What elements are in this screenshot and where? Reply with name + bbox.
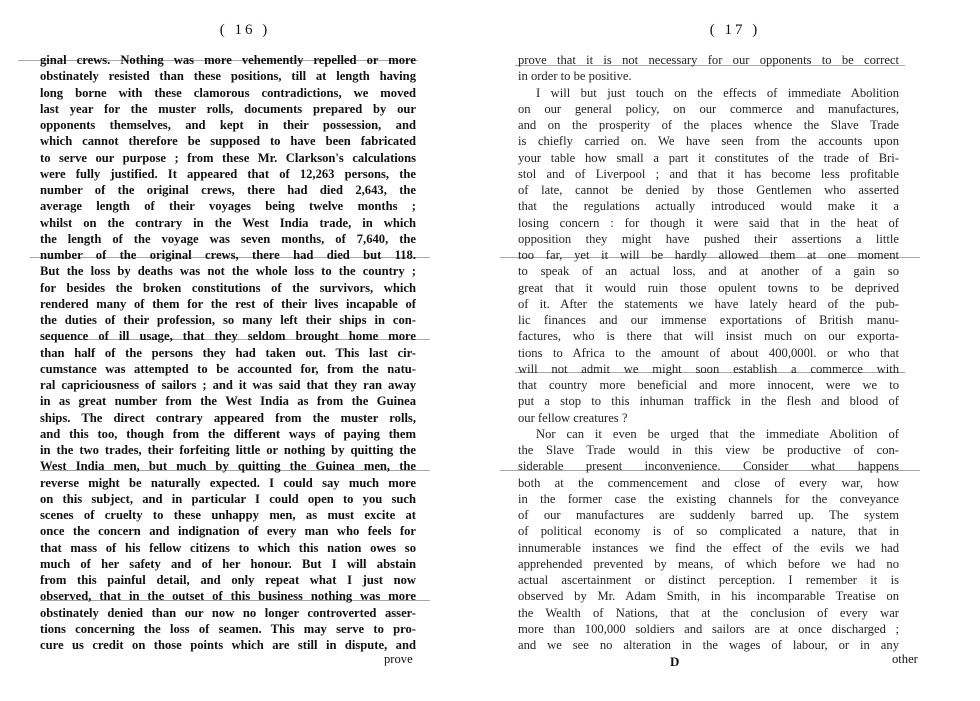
- text-line: and on the prosperity of the places whence the Slave Trade: [518, 118, 899, 132]
- text-line: observed, that in the outset of this business nothing was more: [40, 589, 416, 604]
- text-line: which cannot therefore be supposed to have been fabricated: [40, 134, 416, 149]
- text-line: is chiefly carried on. We have seen from the accounts upon: [518, 134, 899, 149]
- text-line: for besides the broken constitutions of the survivors, which: [40, 280, 416, 295]
- paper-rule: [515, 372, 905, 373]
- text-line: on our general policy, on our commerce and manufactures,: [518, 101, 899, 116]
- text-line: of late, cannot be denied by those Gentlemen who asserted: [518, 183, 899, 197]
- text-line: your table how small a part it constitutes of the trade of Bri-: [518, 150, 899, 165]
- text-line: But the loss by deaths was not the whole loss to the country ;: [40, 264, 416, 279]
- text-line: in the former case the existing channels for the conveyance: [518, 491, 899, 506]
- left-page-text: [40, 52, 416, 653]
- text-line: both at the commencement and close of every war, how: [518, 475, 899, 490]
- text-line: in the two trades, their forfeiting little or nothing by quitting the: [40, 443, 416, 457]
- text-line: too far, yet it will be hardly allowed them at one moment: [518, 248, 899, 262]
- text-line: number of the original crews, there had died 2,643, the: [40, 183, 416, 197]
- text-line: cumstance was attempted to be accounted for, from the natu-: [40, 361, 416, 376]
- catchword-right: other: [892, 652, 918, 666]
- text-line: of our manufactures are suddenly barred up. The system: [518, 508, 899, 522]
- paper-rule: [40, 470, 430, 471]
- text-line: ginal crews. Nothing was more vehemently repelled or more: [40, 53, 416, 67]
- text-line: number of the original crews, there had died but 118.: [40, 248, 416, 262]
- signature-mark: D: [670, 654, 681, 669]
- text-line: the duties of their profession, so many left their ships in con-: [40, 313, 416, 327]
- text-line: were fully justified. It appeared that of 12,263 persons, the: [40, 166, 416, 181]
- text-line: in order to be positive.: [518, 69, 632, 84]
- text-line: our fellow creatures ?: [518, 410, 628, 425]
- text-line: opponents themselves, and kept in their possession, and: [40, 118, 416, 132]
- text-line: and we see no alteration in the wages of labour, or in any: [518, 638, 899, 652]
- text-line: actual ascertainment or distinct perception. I remember it is: [518, 573, 899, 587]
- text-line: that mass of his fellow citizens to which this nation owes so: [40, 540, 416, 555]
- text-line: than half of the persons they had taken out. This last cir-: [40, 345, 416, 360]
- text-line: great that it would ruin those opulent towns to be deprived: [518, 280, 899, 295]
- text-line: prove that it is not necessary for our opponents to be correct: [518, 53, 899, 67]
- paper-rule: [40, 339, 430, 340]
- text-line: I will but just touch on the effects of immediate Abolition: [536, 85, 899, 100]
- text-line: obstinately resisted than these positions, till at length having: [40, 69, 416, 84]
- text-line: Nor can it even be urged that the immediate Abolition of: [536, 426, 899, 441]
- text-line: tions concerning the loss of seamen. This may serve to pro-: [40, 621, 416, 636]
- right-page: [490, 0, 980, 701]
- text-line: ships. The direct contrary appeared from the muster rolls,: [40, 410, 416, 425]
- text-line: put a stop to this inhuman traffick in the flesh and blood of: [518, 394, 899, 409]
- right-page-text: [518, 52, 899, 653]
- text-line: once the concern and indignation of every man who feels for: [40, 524, 416, 539]
- text-line: factures, who is there that will insist much on our exporta-: [518, 329, 899, 344]
- text-line: of political economy is of so complicated a nature, that in: [518, 524, 899, 539]
- text-line: last year for the muster rolls, documents prepared by our: [40, 101, 416, 116]
- page-number-right: ( 17 ): [709, 22, 761, 38]
- text-line: lic finances and our immense exportations of British manu-: [518, 313, 899, 327]
- text-line: rendered many of them for the rest of their lives incapable of: [40, 296, 416, 311]
- text-line: that country more beneficial and more innocent, were we to: [518, 378, 899, 392]
- text-line: apprehended prevented by means, of which before we had no: [518, 556, 899, 571]
- text-line: opposition they might have pushed their assertions a little: [518, 231, 899, 246]
- text-line: sequence of ill usage, that they seldom brought home more: [40, 329, 416, 344]
- text-line: more than 100,000 soldiers and sailors are at once discharged ;: [518, 621, 899, 636]
- text-line: the length of the voyage was seven months, of 7,640, the: [40, 231, 416, 246]
- text-line: will not admit we might soon establish a commerce with: [518, 361, 899, 376]
- text-line: the Wealth of Nations, that at the conclusion of every war: [518, 605, 899, 620]
- text-line: reverse might be naturally expected. I could say much more: [40, 475, 416, 490]
- text-line: obstinately denied than our now no longer controverted asser-: [40, 605, 416, 620]
- text-line: on this subject, and in particular I could open to you such: [40, 491, 416, 506]
- text-line: whilst on the contrary in the West India trade, in which: [40, 215, 416, 230]
- paper-rule: [500, 257, 920, 258]
- text-line: to serve our purpose ; from these Mr. Clarkson's calculations: [40, 150, 416, 165]
- text-line: stol and of Liverpool ; and that it has become less profitable: [518, 166, 899, 181]
- text-line: innumerable instances we find the effect of the evils we had: [518, 540, 899, 555]
- text-line: that the regulations actually introduced would make it a: [518, 199, 899, 214]
- text-line: West India men, but much by quitting the Guinea men, the: [40, 459, 416, 474]
- text-line: in as great number from the West India as from the Guinea: [40, 394, 416, 409]
- paper-rule: [500, 470, 920, 471]
- text-line: losing concern : for though it were said that in the heat of: [518, 215, 899, 230]
- catchword-left: prove: [384, 652, 413, 666]
- paper-rule: [40, 600, 430, 601]
- text-line: to speak of an actual loss, and at another of a gain so: [518, 264, 899, 279]
- text-line: siderable present inconvenience. Consider what happens: [518, 459, 899, 474]
- text-line: scenes of cruelty to these unhappy men, as must excite at: [40, 508, 416, 522]
- paper-rule: [18, 60, 418, 61]
- text-line: much of her safety and of her honour. But I will abstain: [40, 556, 416, 571]
- text-line: of it. After the statements we have lately heard of the pub-: [518, 296, 899, 311]
- text-line: tions to Africa to the amount of about 400,000l. or who that: [518, 345, 899, 360]
- paper-rule: [30, 257, 430, 258]
- text-line: the Slave Trade would in this view be productive of con-: [518, 443, 899, 457]
- text-line: and this too, though from the different ways of paying them: [40, 426, 416, 441]
- text-line: observed by Mr. Adam Smith, in his incomparable Treatise on: [518, 589, 899, 604]
- text-line: average length of their voyages being twelve months ;: [40, 199, 416, 214]
- text-line: cure us credit on those points which are still in dispute, and: [40, 638, 416, 652]
- page-number-left: ( 16 ): [219, 22, 271, 38]
- text-line: from this painful detail, and only repeat what I just now: [40, 573, 416, 587]
- text-line: long borne with these clamorous contradictions, we moved: [40, 85, 416, 100]
- text-line: ral capriciousness of sailors ; and it was said that they ran away: [40, 378, 416, 392]
- paper-rule: [515, 65, 905, 66]
